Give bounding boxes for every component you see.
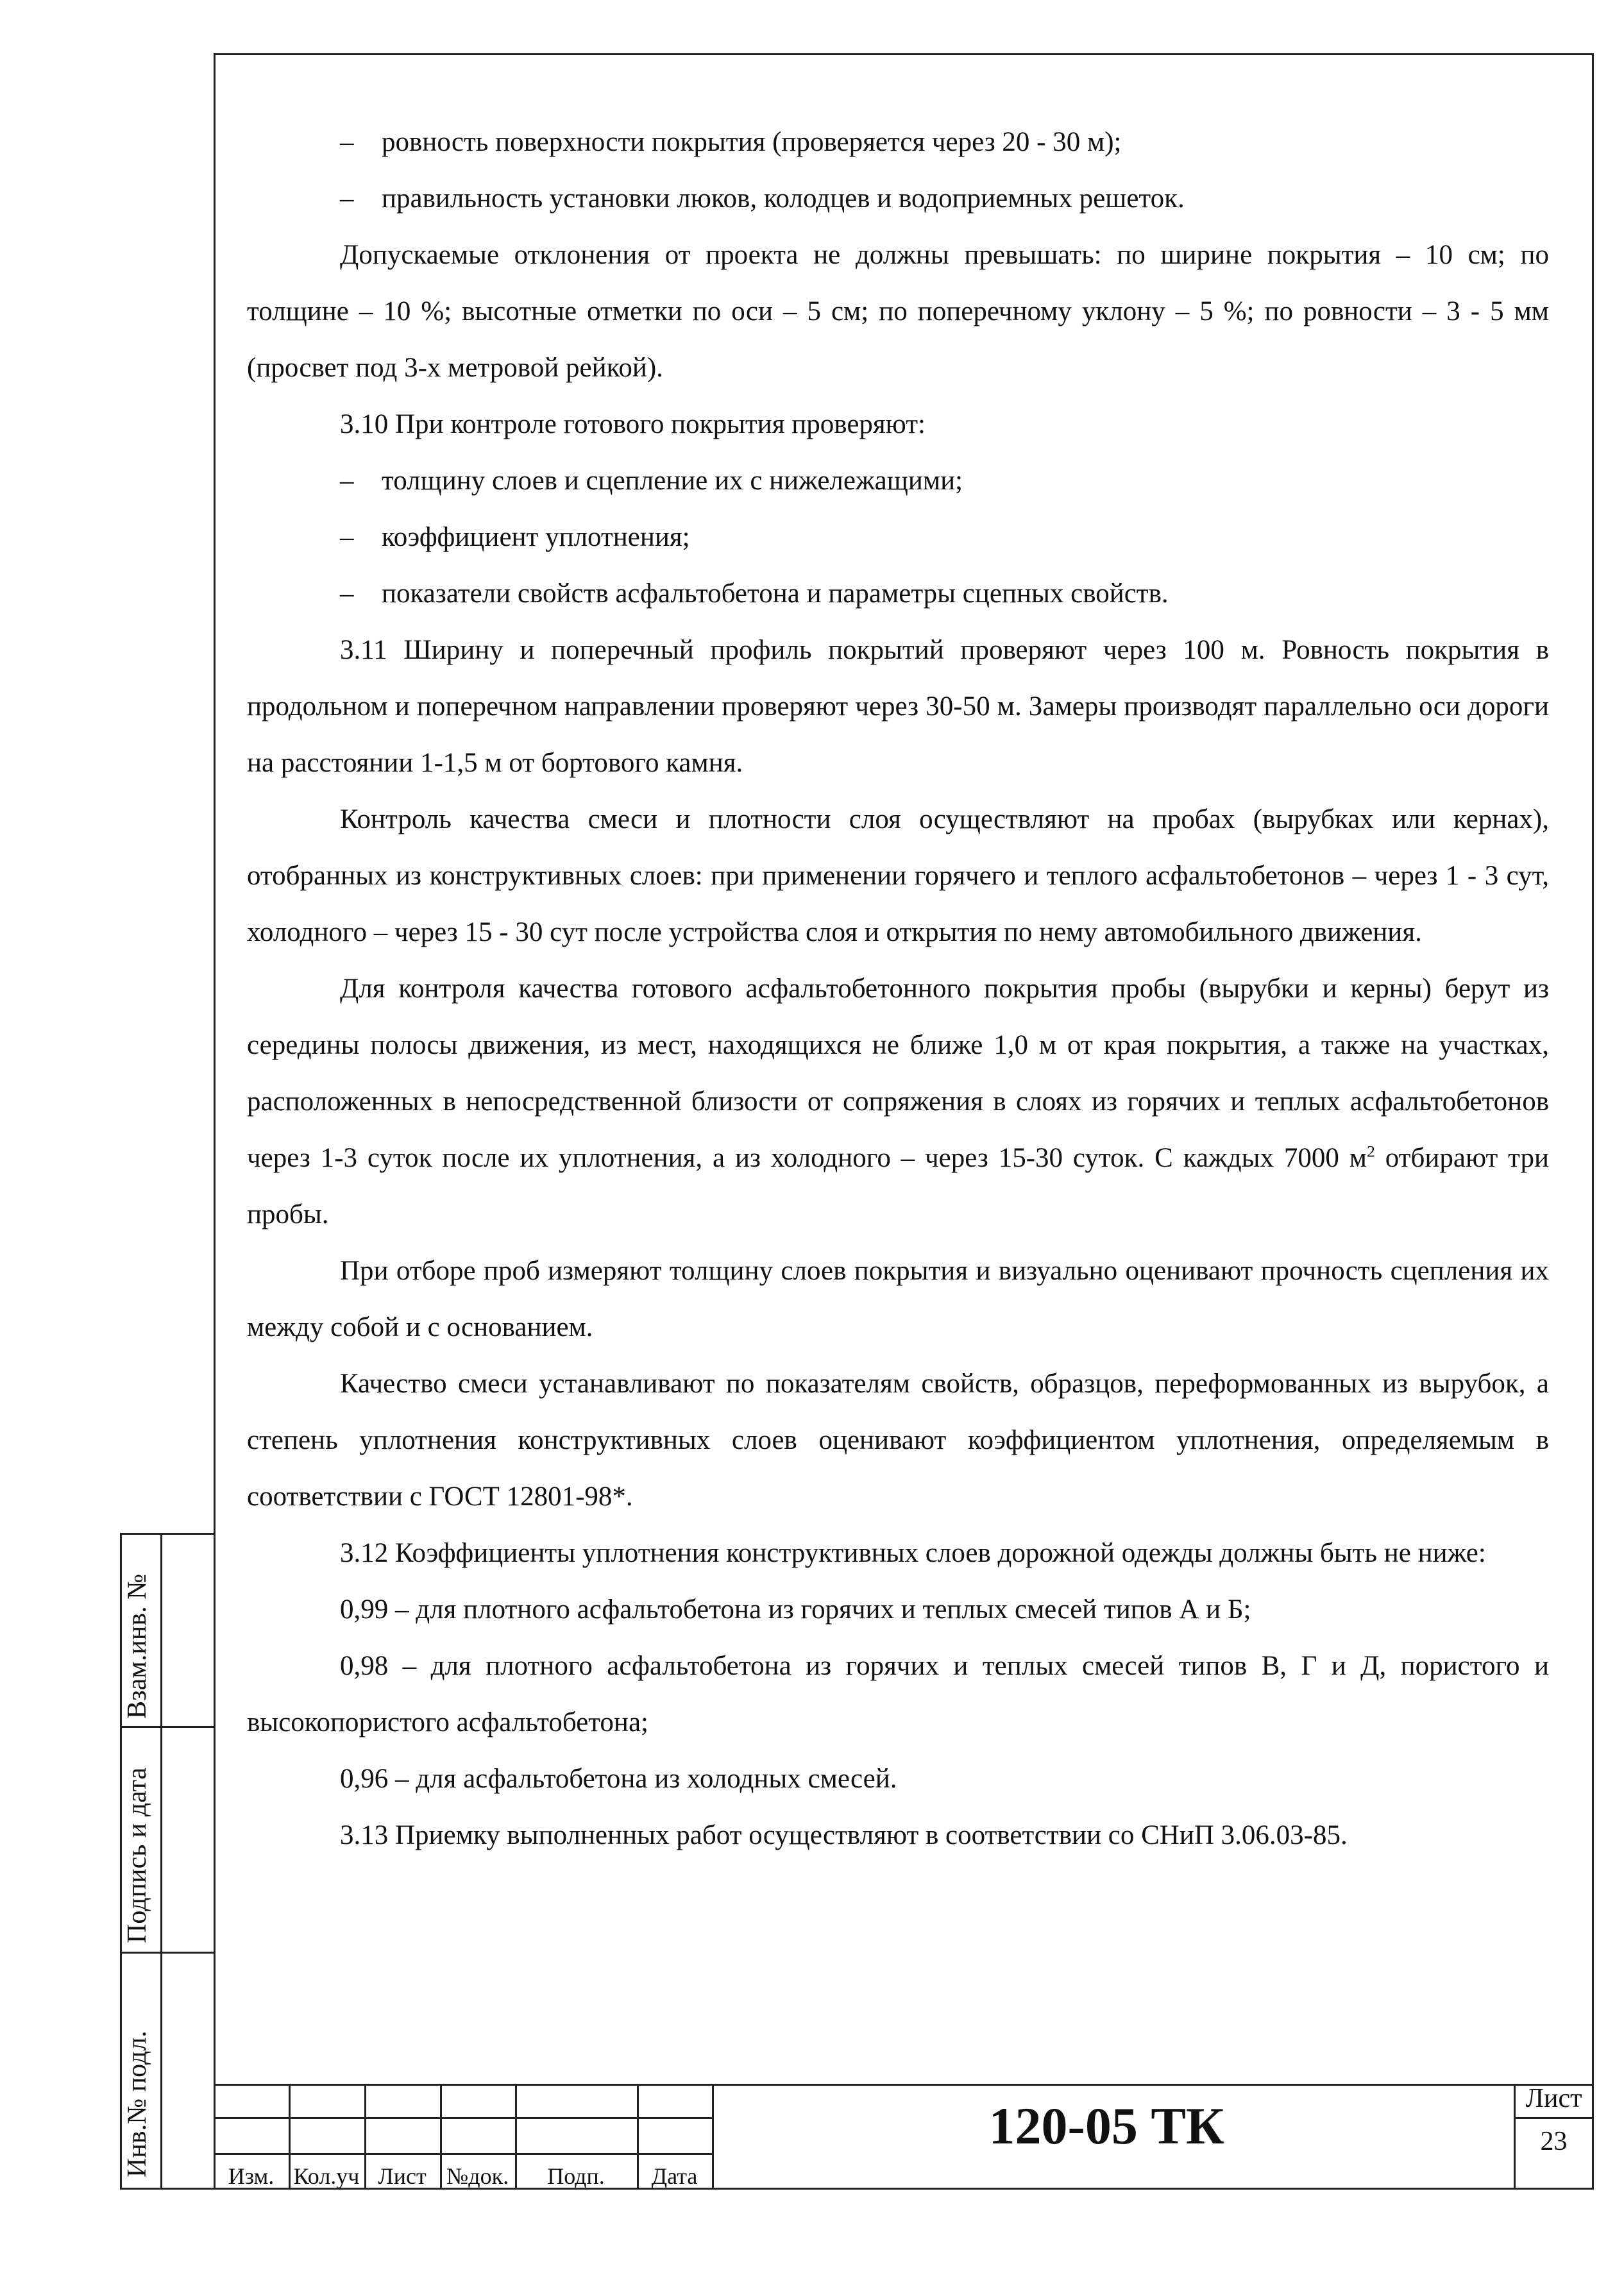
col-izm: Изм. xyxy=(228,2163,275,2189)
paragraph xyxy=(247,791,1549,961)
paragraph-text: 3.11 Ширину и поперечный профиль покрытий проверяют через 100 м. Ровность покрытия в продольном и поперечном направлении проверяют через 30-50 м. Замеры производят параллельно оси дороги на расстоянии 1-1,5 м от бортового камня. xyxy=(247,635,1549,778)
list-item xyxy=(247,453,1549,509)
col-ndok: №док. xyxy=(446,2163,509,2189)
col-kolich: Кол.уч xyxy=(293,2163,360,2189)
paragraph xyxy=(247,1356,1549,1525)
dash-marker: – xyxy=(340,127,354,157)
paragraph-text: ровность поверхности покрытия (проверяется через 20 - 30 м); xyxy=(382,127,1122,157)
col-list: Лист xyxy=(378,2163,427,2189)
side-label-podpis: Подпись и дата xyxy=(123,1767,152,1943)
paragraph-text: показатели свойств асфальтобетона и параметры сцепных свойств. xyxy=(382,579,1169,609)
document-body xyxy=(247,114,1549,1864)
list-item xyxy=(247,509,1549,566)
paragraph xyxy=(247,1582,1549,1638)
paragraph-text: 3.13 Приемку выполненных работ осуществляют в соответствии со СНиП 3.06.03-85. xyxy=(340,1820,1348,1850)
paragraph-text: 0,99 – для плотного асфальтобетона из горячих и теплых смесей типов А и Б; xyxy=(340,1594,1251,1625)
dash-marker: – xyxy=(340,183,354,214)
paragraph xyxy=(247,1751,1549,1807)
list-item xyxy=(247,171,1549,227)
paragraph-text: При отборе проб измеряют толщину слоев покрытия и визуально оценивают прочность сцепления их между собой и с основанием. xyxy=(247,1256,1549,1342)
col-data: Дата xyxy=(651,2163,698,2189)
paragraph xyxy=(247,961,1549,1243)
paragraph xyxy=(247,1525,1549,1582)
paragraph xyxy=(247,227,1549,396)
paragraph xyxy=(247,622,1549,791)
dash-marker: – xyxy=(340,579,354,609)
paragraph-text: 3.10 При контроле готового покрытия проверяют: xyxy=(340,409,926,439)
paragraph-text: коэффициент уплотнения; xyxy=(382,522,690,552)
paragraph-text: Контроль качества смеси и плотности слоя осуществляют на пробах (вырубках или кернах), отобранных из конструктивных слоев: при применении горячего и теплого асфальтобетонов – через 1 - 3 сут, холодного – через 15 - 30 сут после устройства слоя и открытия по нему автомобильного движения. xyxy=(247,804,1549,947)
list-item xyxy=(247,114,1549,171)
sheet-label: Лист xyxy=(1525,2084,1582,2113)
dash-marker: – xyxy=(340,522,354,552)
paragraph-text: 3.12 Коэффициенты уплотнения конструктивных слоев дорожной одежды должны быть не ниже: xyxy=(340,1538,1486,1568)
paragraph-text: Для контроля качества готового асфальтобетонного покрытия пробы (вырубки и керны) берут из середины полосы движения, из мест, находящихся не ближе 1,0 м от края покрытия, а также на участках, расположенных в непосредственной близости от сопряжения в слоях из горячих и теплых асфальтобетонов через 1-3 суток после их уплотнения, а из холодного – через 15-30 суток. С каждых 7000 м xyxy=(247,974,1549,1173)
side-label-inv: Инв.№ подл. xyxy=(123,2031,152,2177)
paragraph-text: 0,96 – для асфальтобетона из холодных смесей. xyxy=(340,1764,897,1794)
dash-marker: – xyxy=(340,466,354,496)
superscript: 2 xyxy=(1366,1142,1375,1161)
paragraph-text: Допускаемые отклонения от проекта не должны превышать: по ширине покрытия – 10 см; по толщине – 10 %; высотные отметки по оси – 5 см; по поперечному уклону – 5 %; по ровности – 3 - 5 мм (просвет под 3-х метровой рейкой). xyxy=(247,240,1549,383)
list-item xyxy=(247,566,1549,622)
paragraph-text: толщину слоев и сцепление их с нижележащими; xyxy=(382,466,963,496)
document-code: 120-05 ТК xyxy=(988,2097,1224,2155)
paragraph xyxy=(247,1638,1549,1751)
paragraph-text: Качество смеси устанавливают по показателям свойств, образцов, переформованных из вырубок, а степень уплотнения конструктивных слоев оценивают коэффициентом уплотнения, определяемым в соответствии с ГОСТ 12801-98*. xyxy=(247,1369,1549,1512)
paragraph-text: правильность установки люков, колодцев и водоприемных решеток. xyxy=(382,183,1185,214)
col-podp: Подп. xyxy=(547,2163,605,2189)
side-label-vzam: Взам.инв. № xyxy=(123,1573,152,1719)
paragraph-tail: отбирают три пробы. xyxy=(247,1143,1549,1229)
paragraph xyxy=(247,396,1549,453)
paragraph xyxy=(247,1807,1549,1864)
paragraph xyxy=(247,1243,1549,1356)
sheet-number: 23 xyxy=(1540,2127,1568,2156)
paragraph-text: 0,98 – для плотного асфальтобетона из горячих и теплых смесей типов В, Г и Д, пористого и высокопористого асфальтобетона; xyxy=(247,1651,1549,1737)
